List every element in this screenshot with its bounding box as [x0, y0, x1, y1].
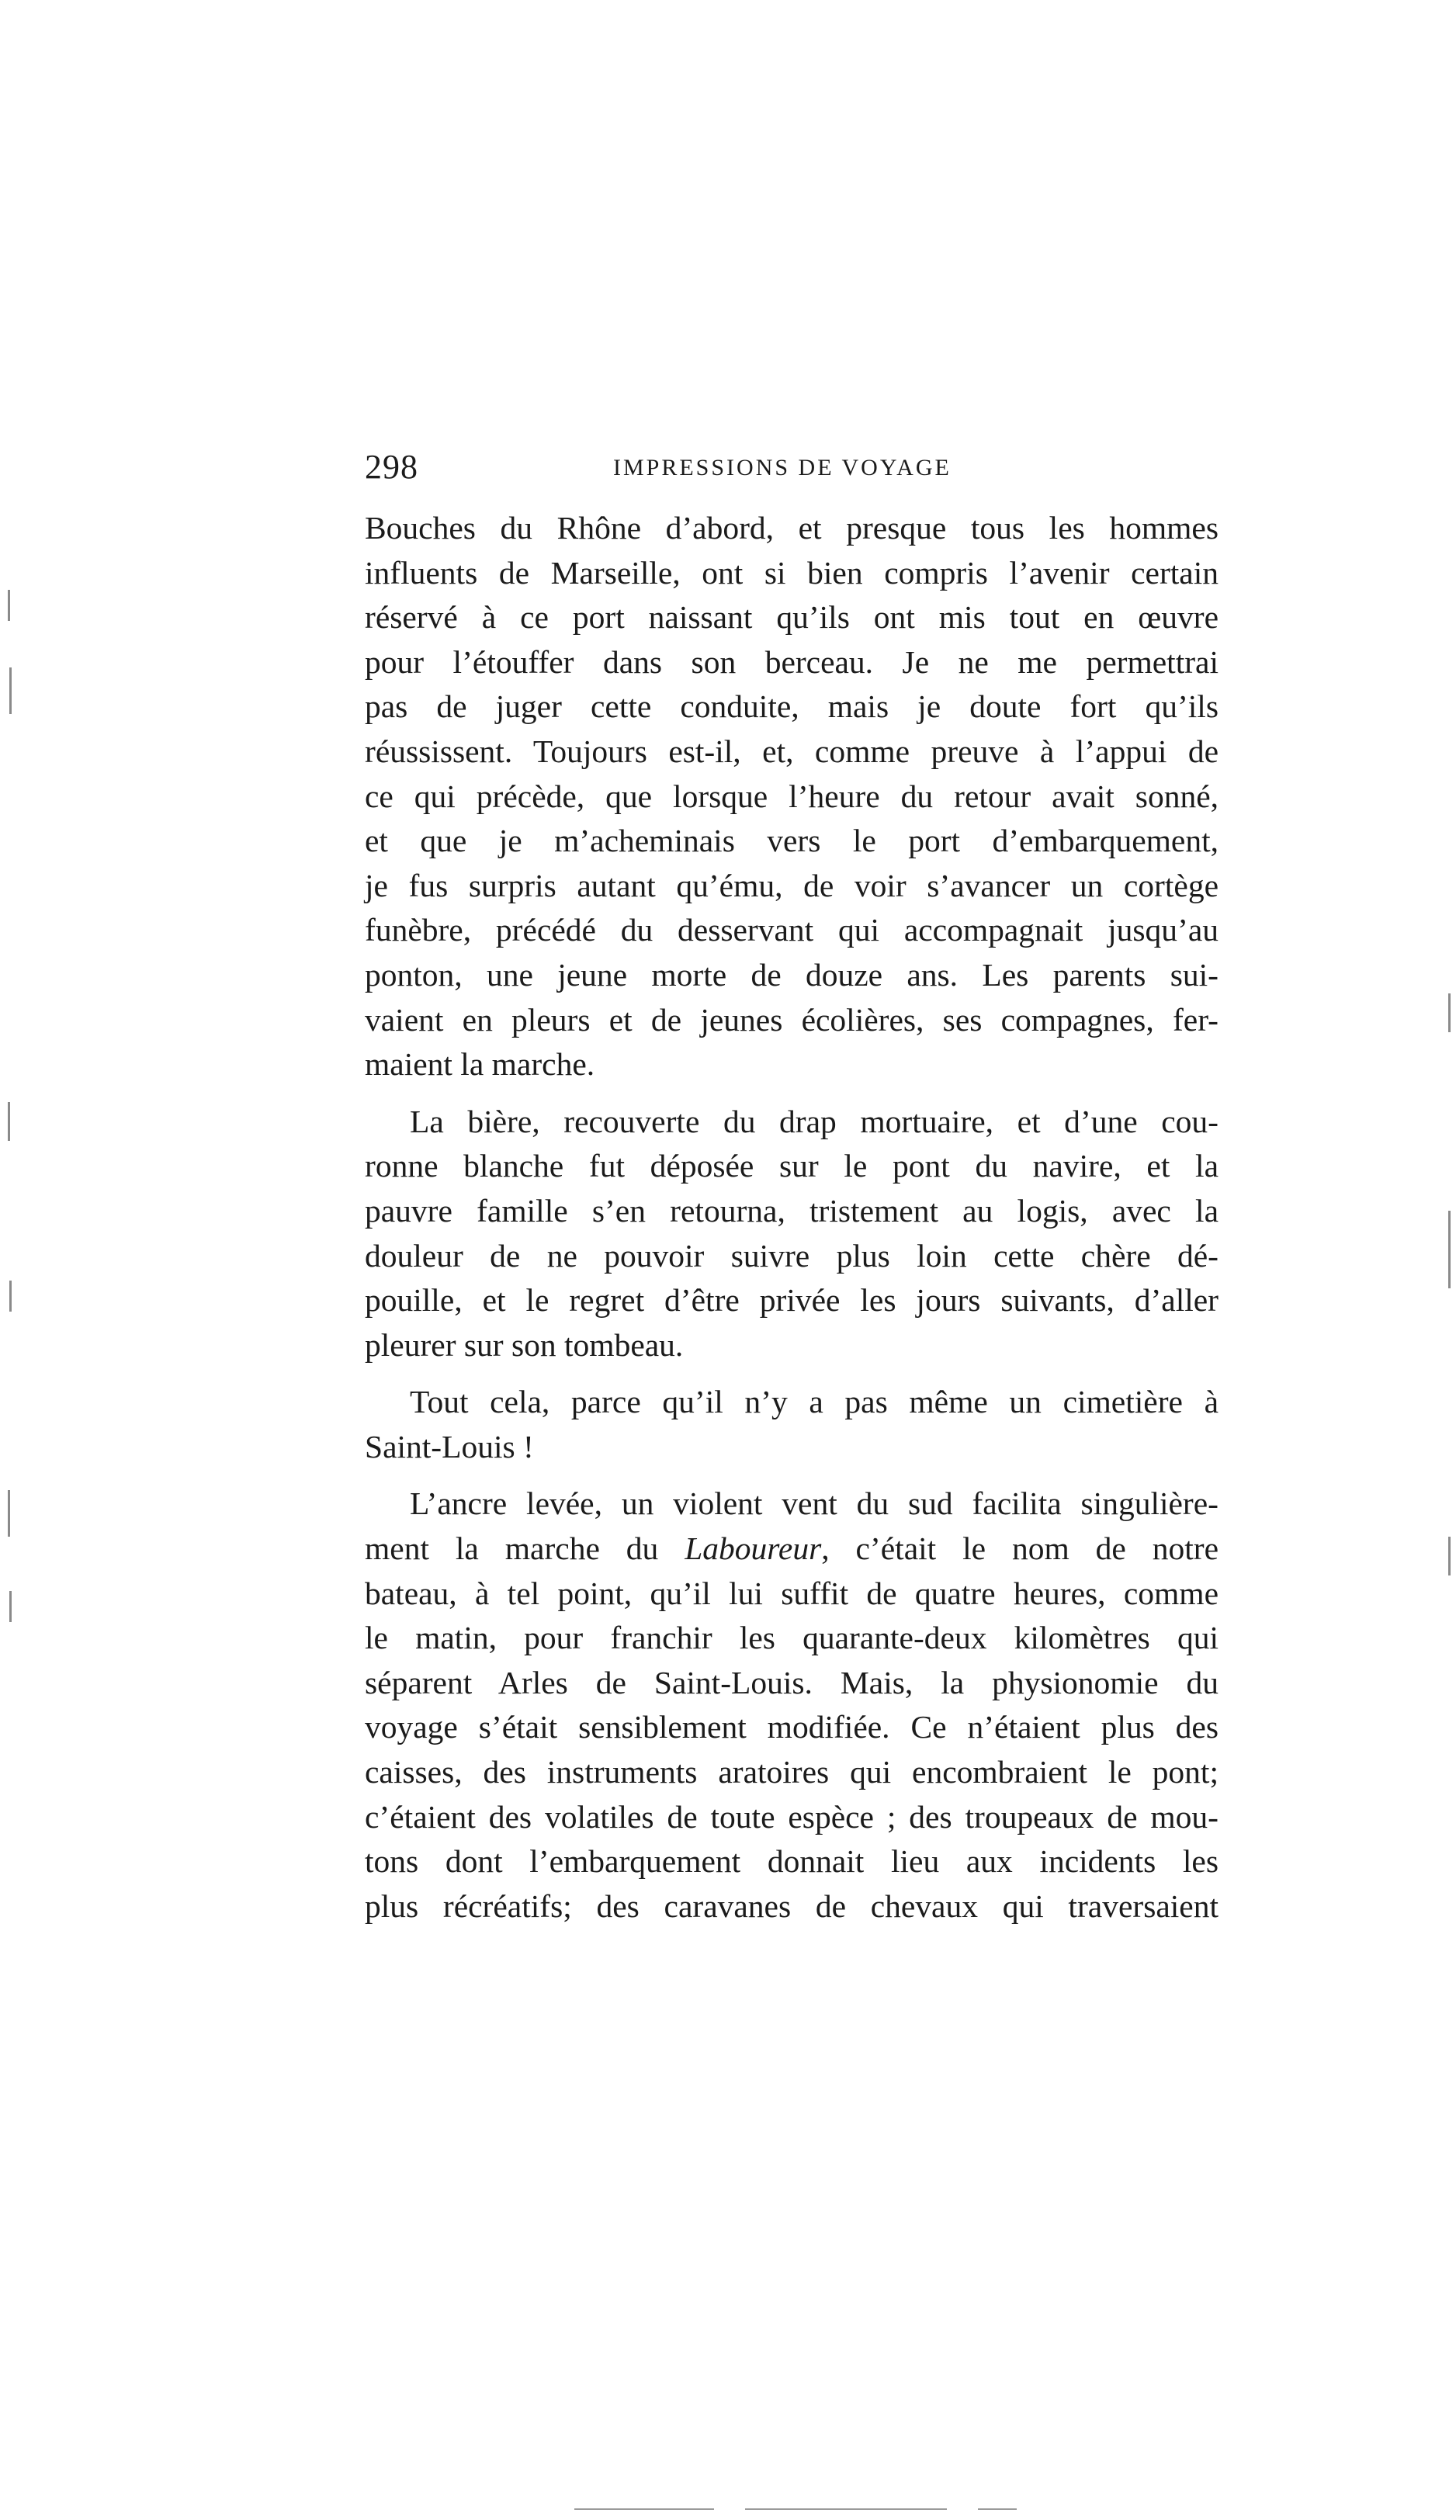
text-line: ce qui précède, que lorsque l’heure du retour avait sonné,	[365, 778, 1219, 814]
paragraph-4	[365, 1482, 1219, 1929]
text-line: caisses, des instruments aratoires qui encombraient le pont;	[365, 1754, 1219, 1790]
text-line: réussissent. Toujours est-il, et, comme preuve à l’appui de	[365, 733, 1219, 769]
text-line: plus récréatifs; des caravanes de chevaux qui traversaient	[365, 1887, 1219, 1924]
running-title: IMPRESSIONS DE VOYAGE	[613, 455, 952, 480]
scan-speck	[9, 667, 12, 714]
text-line: pauvre famille s’en retourna, tristement au logis, avec la	[365, 1192, 1219, 1229]
text-line: douleur de ne pouvoir suivre plus loin cette chère dé-	[365, 1237, 1219, 1274]
text-line: La bière, recouverte du drap mortuaire, et d’une cou-	[410, 1103, 1219, 1139]
scan-speck	[9, 1591, 12, 1622]
text-line: pouille, et le regret d’être privée les jours suivants, d’aller	[365, 1282, 1219, 1319]
scan-speck	[8, 1102, 10, 1141]
scan-speck	[1448, 1211, 1451, 1288]
body-text	[365, 506, 1219, 1929]
text-line: Saint-Louis !	[365, 1428, 534, 1465]
ship-name: Laboureur	[685, 1530, 822, 1567]
scan-speck	[8, 590, 10, 621]
text-line: L’ancre levée, un violent vent du sud facilita singulière-	[410, 1485, 1219, 1522]
text-fragment: ment la marche du	[365, 1530, 685, 1567]
text-line: je fus surpris autant qu’ému, de voir s’avancer un cortège	[365, 867, 1219, 903]
text-line: ronne blanche fut déposée sur le pont du navire, et la	[365, 1148, 1219, 1184]
paragraph-3	[365, 1380, 1219, 1469]
text-line: et que je m’acheminais vers le port d’embarquement,	[365, 823, 1219, 859]
scan-speck	[9, 1281, 12, 1312]
paragraph-2	[365, 1100, 1219, 1368]
scan-edge-line	[745, 2508, 947, 2510]
text-line: c’étaient des volatiles de toute espèce ; des troupeaux de mou-	[365, 1798, 1219, 1835]
text-line: Tout cela, parce qu’il n’y a pas même un cimetière à	[410, 1384, 1219, 1420]
text-line	[365, 1527, 1219, 1572]
text-line: le matin, pour franchir les quarante-deux kilomètres qui	[365, 1620, 1219, 1656]
text-line: pleurer sur son tombeau.	[365, 1326, 684, 1363]
text-line: funèbre, précédé du desservant qui accompagnait jusqu’au	[365, 912, 1219, 948]
scan-edge-line	[574, 2508, 714, 2510]
text-line: pas de juger cette conduite, mais je doute fort qu’ils	[365, 688, 1219, 725]
text-line: maient la marche.	[365, 1046, 595, 1083]
scan-speck	[1448, 1537, 1451, 1575]
scan-speck	[8, 1490, 10, 1537]
text-line: bateau, à tel point, qu’il lui suffit de quatre heures, comme	[365, 1575, 1219, 1611]
text-line: influents de Marseille, ont si bien compris l’avenir certain	[365, 554, 1219, 591]
page-number: 298	[365, 448, 418, 486]
text-line: voyage s’était sensiblement modifiée. Ce n’étaient plus des	[365, 1709, 1219, 1745]
scan-speck	[1448, 993, 1451, 1032]
text-line: séparent Arles de Saint-Louis. Mais, la physionomie du	[365, 1664, 1219, 1700]
text-fragment: , c’était le nom de notre	[821, 1530, 1219, 1567]
paragraph-1	[365, 506, 1219, 1087]
running-head	[365, 444, 1219, 490]
text-line: tons dont l’embarquement donnait lieu aux incidents les	[365, 1843, 1219, 1880]
scan-edge-line	[978, 2508, 1017, 2510]
text-line: pour l’étouffer dans son berceau. Je ne me permettrai	[365, 643, 1219, 680]
text-line: ponton, une jeune morte de douze ans. Les parents sui-	[365, 956, 1219, 993]
text-line: réservé à ce port naissant qu’ils ont mis tout en œuvre	[365, 599, 1219, 636]
text-line: Bouches du Rhône d’abord, et presque tous les hommes	[365, 510, 1219, 546]
text-line: vaient en pleurs et de jeunes écolières, ses compagnes, fer-	[365, 1001, 1219, 1038]
